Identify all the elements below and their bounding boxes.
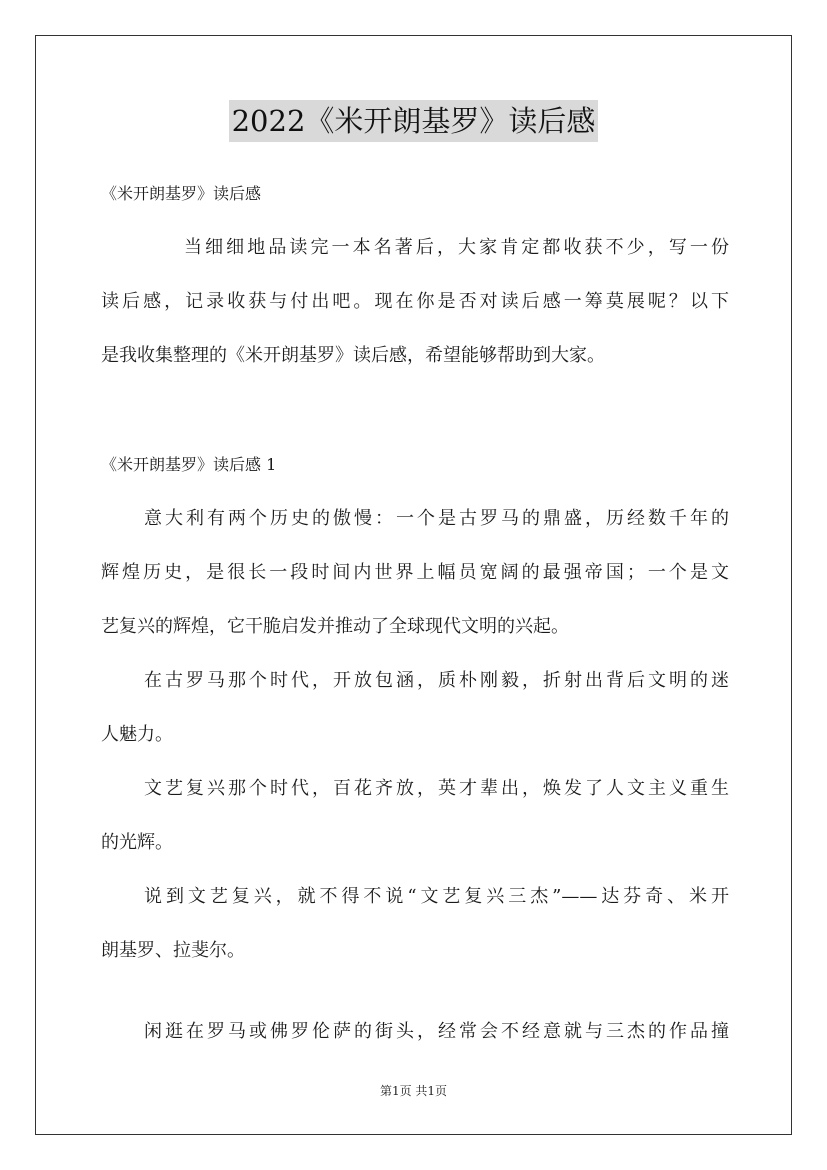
paragraph-1-line-2: 辉煌历史，是很长一段时间内世界上幅员宽阔的最强帝国；一个是文	[101, 562, 729, 583]
paragraph-2-line-2: 人魅力。	[101, 724, 173, 745]
paragraph-3-line-1: 文艺复兴那个时代，百花齐放，英才辈出，焕发了人文主义重生	[144, 778, 729, 799]
paragraph-4-line-1: 说到文艺复兴，就不得不说“文艺复兴三杰”——达芬奇、米开	[144, 886, 729, 907]
title-container	[0, 100, 827, 142]
subtitle: 《米开朗基罗》读后感	[101, 184, 262, 203]
paragraph-5-line-1: 闲逛在罗马或佛罗伦萨的街头，经常会不经意就与三杰的作品撞	[144, 1021, 729, 1042]
paragraph-1-line-3: 艺复兴的辉煌，它干脆启发并推动了全球现代文明的兴起。	[101, 616, 569, 637]
intro-line-1: 当细细地品读完一本名著后，大家肯定都收获不少，写一份	[184, 237, 729, 258]
page-footer: 第1页 共1页	[379, 1084, 448, 1098]
paragraph-3-line-2: 的光辉。	[101, 832, 173, 853]
paragraph-2-line-1: 在古罗马那个时代，开放包涵，质朴刚毅，折射出背后文明的迷	[144, 670, 729, 691]
intro-line-3: 是我收集整理的《米开朗基罗》读后感，希望能够帮助到大家。	[101, 345, 605, 366]
paragraph-4-line-2: 朗基罗、拉斐尔。	[101, 940, 245, 961]
section-heading: 《米开朗基罗》读后感 1	[101, 455, 277, 474]
paragraph-1-line-1: 意大利有两个历史的傲慢：一个是古罗马的鼎盛，历经数千年的	[144, 508, 729, 529]
document-title: 2022《米开朗基罗》读后感	[229, 100, 599, 142]
intro-line-2: 读后感，记录收获与付出吧。现在你是否对读后感一筹莫展呢？以下	[101, 291, 729, 312]
